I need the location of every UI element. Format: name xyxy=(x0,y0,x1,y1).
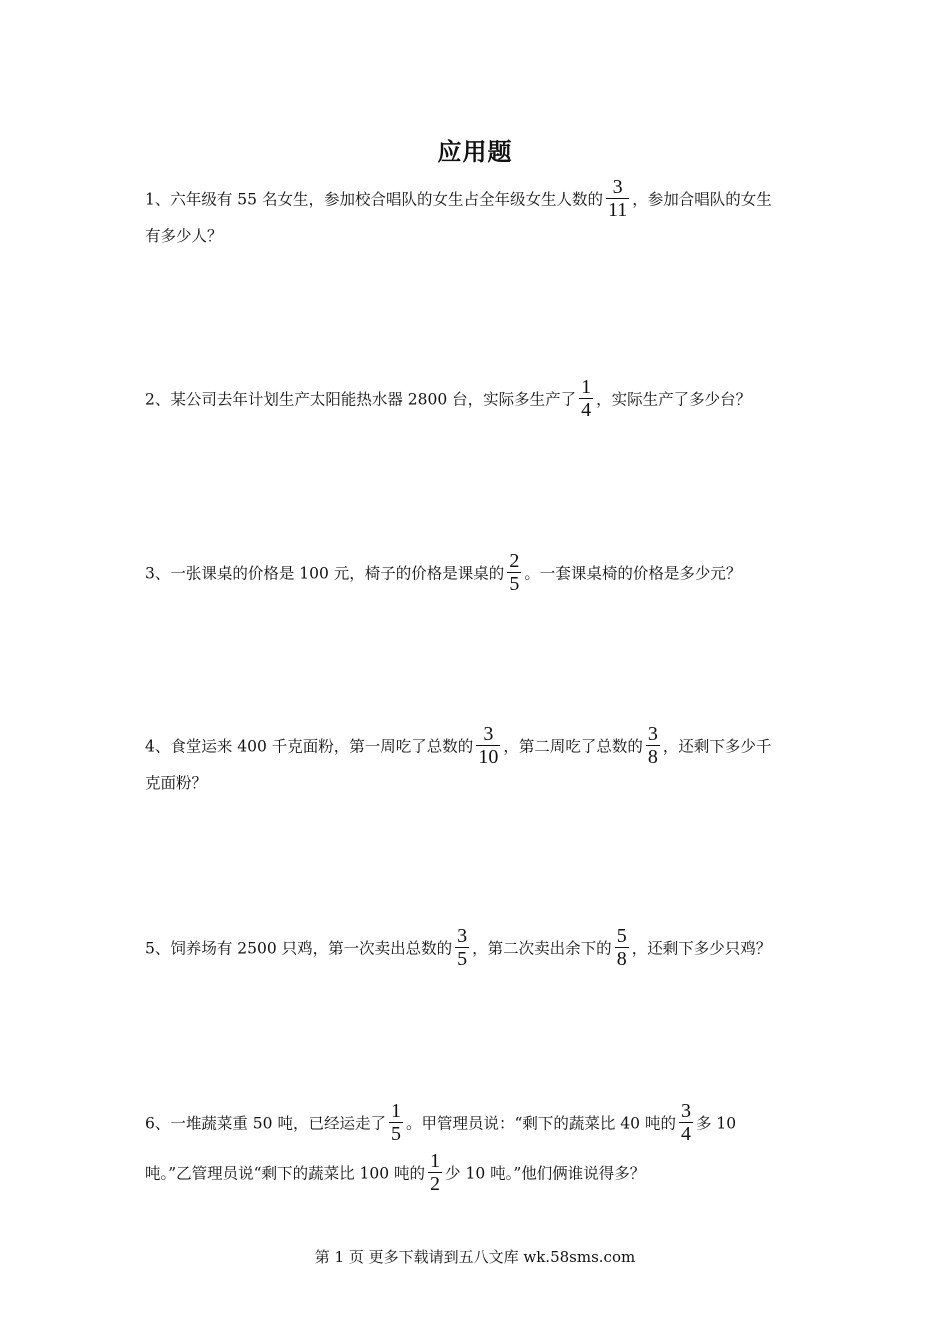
question-6-line-1 xyxy=(145,1102,736,1147)
fraction-denominator: 8 xyxy=(647,746,658,768)
question-text: 。甲管理员说：“剩下的蔬菜比 40 吨的 xyxy=(405,1114,676,1133)
fraction-denominator: 2 xyxy=(430,1173,441,1195)
fraction-numerator: 3 xyxy=(606,176,629,199)
question-text: 多 10 xyxy=(695,1114,737,1133)
fraction-numerator: 3 xyxy=(680,1100,691,1122)
question-text: 1、六年级有 55 名女生，参加校合唱队的女生占全年级女生人数的 xyxy=(145,190,603,209)
fraction xyxy=(476,723,500,768)
question-1-line-1 xyxy=(145,178,772,223)
question-text: 吨。”乙管理员说“剩下的蔬菜比 100 吨的 xyxy=(145,1164,426,1183)
question-6-line-2 xyxy=(145,1152,645,1197)
question-text: ，第二次卖出余下的 xyxy=(472,939,612,958)
question-2-line-1 xyxy=(145,378,751,423)
fraction xyxy=(389,1100,403,1145)
question-text: 5、饲养场有 2500 只鸡，第一次卖出总数的 xyxy=(145,939,453,958)
question-text: ，还剩下多少只鸡？ xyxy=(631,939,772,958)
question-5-line-1 xyxy=(145,927,771,972)
question-4-line-1 xyxy=(145,725,771,770)
fraction-numerator: 2 xyxy=(509,550,520,572)
page-title: 应用题 xyxy=(437,138,513,166)
fraction xyxy=(606,176,629,221)
fraction-denominator: 10 xyxy=(478,746,499,768)
fraction-denominator: 5 xyxy=(457,948,468,970)
question-3-line-1 xyxy=(145,552,741,597)
fraction-denominator: 5 xyxy=(509,573,520,595)
question-text: 有多少人？ xyxy=(145,227,223,245)
fraction-numerator: 3 xyxy=(647,723,658,745)
question-text: 2、某公司去年计划生产太阳能热水器 2800 台，实际多生产了 xyxy=(145,390,577,409)
fraction xyxy=(507,550,521,595)
question-text: 6、一堆蔬菜重 50 吨，已经运走了 xyxy=(145,1114,386,1133)
question-text: 。一套课桌椅的价格是多少元？ xyxy=(524,564,742,583)
question-text: 克面粉？ xyxy=(145,774,208,792)
fraction-numerator: 1 xyxy=(390,1100,401,1122)
fraction-denominator: 5 xyxy=(390,1123,401,1145)
fraction xyxy=(579,376,593,421)
fraction-numerator: 1 xyxy=(430,1150,441,1172)
question-text: ，参加合唱队的女生 xyxy=(632,190,772,209)
fraction-numerator: 3 xyxy=(476,723,500,746)
fraction-denominator: 4 xyxy=(680,1123,691,1145)
fraction-numerator: 5 xyxy=(616,925,627,947)
fraction-denominator: 11 xyxy=(607,199,628,221)
question-4-line-2 xyxy=(145,767,207,799)
fraction xyxy=(646,723,660,768)
question-text: ，第二周吃了总数的 xyxy=(503,737,643,756)
question-1-line-2 xyxy=(145,220,223,252)
fraction xyxy=(428,1150,442,1195)
fraction-numerator: 1 xyxy=(581,376,592,398)
fraction xyxy=(679,1100,693,1145)
fraction xyxy=(615,925,629,970)
question-text: 4、食堂运来 400 千克面粉，第一周吃了总数的 xyxy=(145,737,474,756)
fraction-numerator: 3 xyxy=(457,925,468,947)
question-text: ，还剩下多少千 xyxy=(662,737,772,756)
question-text: 少 10 吨。”他们俩谁说得多？ xyxy=(445,1164,646,1183)
question-text: 3、一张课桌的价格是 100 元，椅子的价格是课桌的 xyxy=(145,564,505,583)
fraction-denominator: 4 xyxy=(581,399,592,421)
question-text: ，实际生产了多少台？ xyxy=(596,390,752,409)
page-footer: 第 1 页 更多下载请到五八文库 wk.58sms.com xyxy=(314,1248,636,1266)
fraction xyxy=(455,925,469,970)
fraction-denominator: 8 xyxy=(616,948,627,970)
